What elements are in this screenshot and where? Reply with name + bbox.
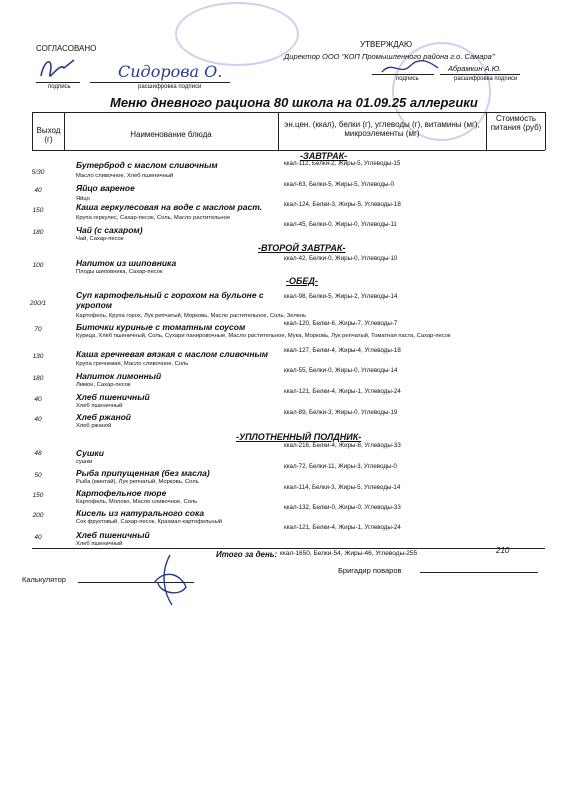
approved-decode-caption: расшифровка подписи bbox=[454, 76, 518, 82]
header-cost: Стоимость питания (руб) bbox=[490, 114, 542, 132]
agreed-decode-caption: расшифровка подписи bbox=[138, 84, 202, 90]
agreed-sign-line bbox=[36, 82, 80, 83]
table-col-sep-3 bbox=[278, 112, 279, 150]
dish-nutrition: ккал-98, Белки-5, Жиры-2, Углеводы-14 bbox=[284, 293, 398, 300]
row-output: 180 bbox=[32, 229, 44, 236]
row-output: 48 bbox=[34, 450, 42, 457]
section-title: -ЗАВТРАК- bbox=[300, 151, 348, 161]
dish-ingredients: Крупа гречневая, Масло сливочное, Соль bbox=[76, 361, 189, 367]
total-top-line bbox=[32, 548, 545, 549]
dish-ingredients: Рыба (минтай), Лук репчатый, Морковь, Соль bbox=[76, 479, 199, 485]
agreed-signature bbox=[36, 54, 76, 84]
stamp-left bbox=[175, 2, 299, 66]
total-label: Итого за день: bbox=[216, 550, 278, 559]
dish-ingredients: Крупа геркулес, Сахар-песок, Соль, Масло растительное bbox=[76, 215, 231, 221]
table-col-sep-4 bbox=[486, 112, 487, 150]
section-title: -ВТОРОЙ ЗАВТРАК- bbox=[258, 243, 346, 253]
agreed-decode-value: Сидорова О. bbox=[118, 62, 223, 81]
dish-ingredients: Чай, Сахар-песок bbox=[76, 236, 124, 242]
dish-name: Каша геркулесовая на воде с маслом раст. bbox=[76, 202, 263, 212]
row-output: 130 bbox=[32, 353, 44, 360]
calculator-signature bbox=[150, 553, 190, 608]
dish-ingredients: Картофель, Молоко, Масло сливочное, Соль bbox=[76, 499, 198, 505]
table-header-bottom bbox=[32, 150, 545, 151]
dish-name: Биточки куриные с томатным соусом bbox=[76, 322, 246, 332]
row-output: 50 bbox=[34, 472, 42, 479]
dish-name: Суп картофельный с горохом на бульоне с укропом bbox=[76, 290, 264, 310]
agreed-decode-line bbox=[90, 82, 230, 83]
dish-name: Напиток из шиповника bbox=[76, 258, 177, 268]
dish-name: Бутерброд с маслом сливочным bbox=[76, 160, 218, 170]
dish-nutrition: ккал-121, Белки-4, Жиры-1, Углеводы-24 bbox=[284, 388, 401, 395]
dish-nutrition: ккал-63, Белки-5, Жиры-5, Углеводы-0 bbox=[284, 181, 394, 188]
dish-nutrition: ккал-124, Белки-3, Жиры-5, Углеводы-18 bbox=[284, 201, 401, 208]
dish-nutrition: ккал-216, Белки-4, Жиры-8, Углеводы-33 bbox=[284, 442, 401, 449]
dish-nutrition: ккал-112, Белки-2, Жиры-5, Углеводы-15 bbox=[284, 160, 401, 167]
dish-nutrition: ккал-42, Белки-0, Жиры-0, Углеводы-10 bbox=[284, 255, 398, 262]
row-output: 40 bbox=[34, 396, 42, 403]
total-nutrition: ккал-1650, Белки-54, Жиры-46, Углеводы-255 bbox=[280, 550, 418, 557]
page-title: Меню дневного рациона 80 школа на 01.09.25 аллергики bbox=[110, 95, 478, 110]
row-output: 70 bbox=[34, 326, 42, 333]
dish-name: Каша гречневая вязкая с маслом сливочным bbox=[76, 349, 269, 359]
dish-nutrition: ккал-127, Белки-4, Жиры-4, Углеводы-18 bbox=[284, 347, 401, 354]
row-output: 40 bbox=[34, 534, 42, 541]
dish-name: Кисель из натурального сока bbox=[76, 508, 205, 518]
row-output: 200/1 bbox=[29, 300, 47, 307]
calculator-label: Калькулятор bbox=[22, 575, 66, 584]
dish-ingredients: сушки bbox=[76, 459, 93, 465]
dish-nutrition: ккал-120, Белки-6, Жиры-7, Углеводы-7 bbox=[284, 320, 398, 327]
approved-sign-caption: подпись bbox=[396, 76, 419, 82]
approved-name: Абрамкин А.Ю. bbox=[448, 64, 502, 73]
dish-nutrition: ккал-55, Белки-0, Жиры-0, Углеводы-14 bbox=[284, 367, 398, 374]
dish-name: Хлеб пшеничный bbox=[76, 530, 150, 540]
table-header-top bbox=[32, 112, 545, 113]
dish-nutrition: ккал-121, Белки-4, Жиры-1, Углеводы-24 bbox=[284, 524, 401, 531]
dish-nutrition: ккал-72, Белки-11, Жиры-3, Углеводы-0 bbox=[284, 463, 397, 470]
header-nutrition: эн.цен. (ккал), белки (г), углеводы (г), витамины (мг), микроэлементы (мг) bbox=[284, 120, 480, 138]
row-output: 40 bbox=[34, 416, 42, 423]
dish-name: Хлеб пшеничный bbox=[76, 392, 150, 402]
row-output: 150 bbox=[32, 207, 44, 214]
row-output: 40 bbox=[34, 187, 42, 194]
table-col-sep-5 bbox=[545, 112, 546, 150]
dish-name: Чай (с сахаром) bbox=[76, 225, 143, 235]
approved-director: Директор ООО "КОП Промышленного района г.о. Самара" bbox=[284, 52, 495, 61]
section-title: -ОБЕД- bbox=[286, 276, 318, 286]
dish-nutrition: ккал-114, Белки-3, Жиры-5, Углеводы-14 bbox=[284, 484, 401, 491]
agreed-label: СОГЛАСОВАНО bbox=[36, 44, 97, 53]
dish-name: Картофельное пюре bbox=[76, 488, 167, 498]
row-output: 100 bbox=[32, 262, 44, 269]
dish-ingredients: Яйцо bbox=[76, 196, 90, 202]
dish-nutrition: ккал-89, Белки-3, Жиры-0, Углеводы-19 bbox=[284, 409, 398, 416]
dish-ingredients: Курица, Хлеб пшеничный, Соль, Сухари панировочные, Масло растительное, Мука, Морковь, Лук репчатый, Томатная паста, Сахар-песок bbox=[76, 333, 451, 339]
approved-decode-line bbox=[440, 74, 520, 75]
dish-ingredients: Плоды шиповника, Сахар-песок bbox=[76, 269, 163, 275]
dish-name: Рыба припущенная (без масла) bbox=[76, 468, 210, 478]
header-output: Выход (г) bbox=[36, 126, 61, 144]
dish-ingredients: Хлеб ржаной bbox=[76, 423, 112, 429]
dish-nutrition: ккал-132, Белки-0, Жиры-0, Углеводы-33 bbox=[284, 504, 401, 511]
dish-name: Напиток лимонный bbox=[76, 371, 162, 381]
section-title: -УПЛОТНЕННЫЙ ПОЛДНИК- bbox=[236, 432, 362, 442]
approved-sign-line bbox=[372, 74, 434, 75]
approved-label: УТВЕРЖДАЮ bbox=[360, 40, 413, 49]
row-output: 180 bbox=[32, 375, 44, 382]
row-output: 200 bbox=[32, 512, 44, 519]
dish-ingredients: Сок фруктовый, Сахар-песок, Крахмал картофельный bbox=[76, 519, 223, 525]
chef-label: Бригадир поваров bbox=[338, 566, 402, 575]
dish-name: Хлеб ржаной bbox=[76, 412, 131, 422]
table-col-sep-1 bbox=[32, 112, 33, 150]
chef-sign-line bbox=[420, 572, 538, 573]
row-output: 150 bbox=[32, 492, 44, 499]
row-output: 5/30 bbox=[31, 169, 45, 176]
header-name: Наименование блюда bbox=[130, 130, 212, 139]
approved-signature bbox=[380, 58, 440, 78]
dish-ingredients: Лимон, Сахар-песок bbox=[76, 382, 131, 388]
dish-ingredients: Картофель, Крупа горох, Лук репчатый, Морковь, Масло растительное, Соль, Зелень bbox=[76, 313, 307, 319]
dish-ingredients: Хлеб пшеничный bbox=[76, 403, 123, 409]
dish-name: Сушки bbox=[76, 448, 104, 458]
dish-ingredients: Масло сливочное, Хлеб пшеничный bbox=[76, 173, 174, 179]
table-col-sep-2 bbox=[64, 112, 65, 150]
dish-nutrition: ккал-45, Белки-0, Жиры-0, Углеводы-11 bbox=[284, 221, 397, 228]
total-cost: 210 bbox=[496, 546, 510, 555]
dish-name: Яйцо вареное bbox=[76, 183, 135, 193]
dish-ingredients: Хлеб пшеничный bbox=[76, 541, 123, 547]
agreed-sign-caption: подпись bbox=[48, 84, 71, 90]
